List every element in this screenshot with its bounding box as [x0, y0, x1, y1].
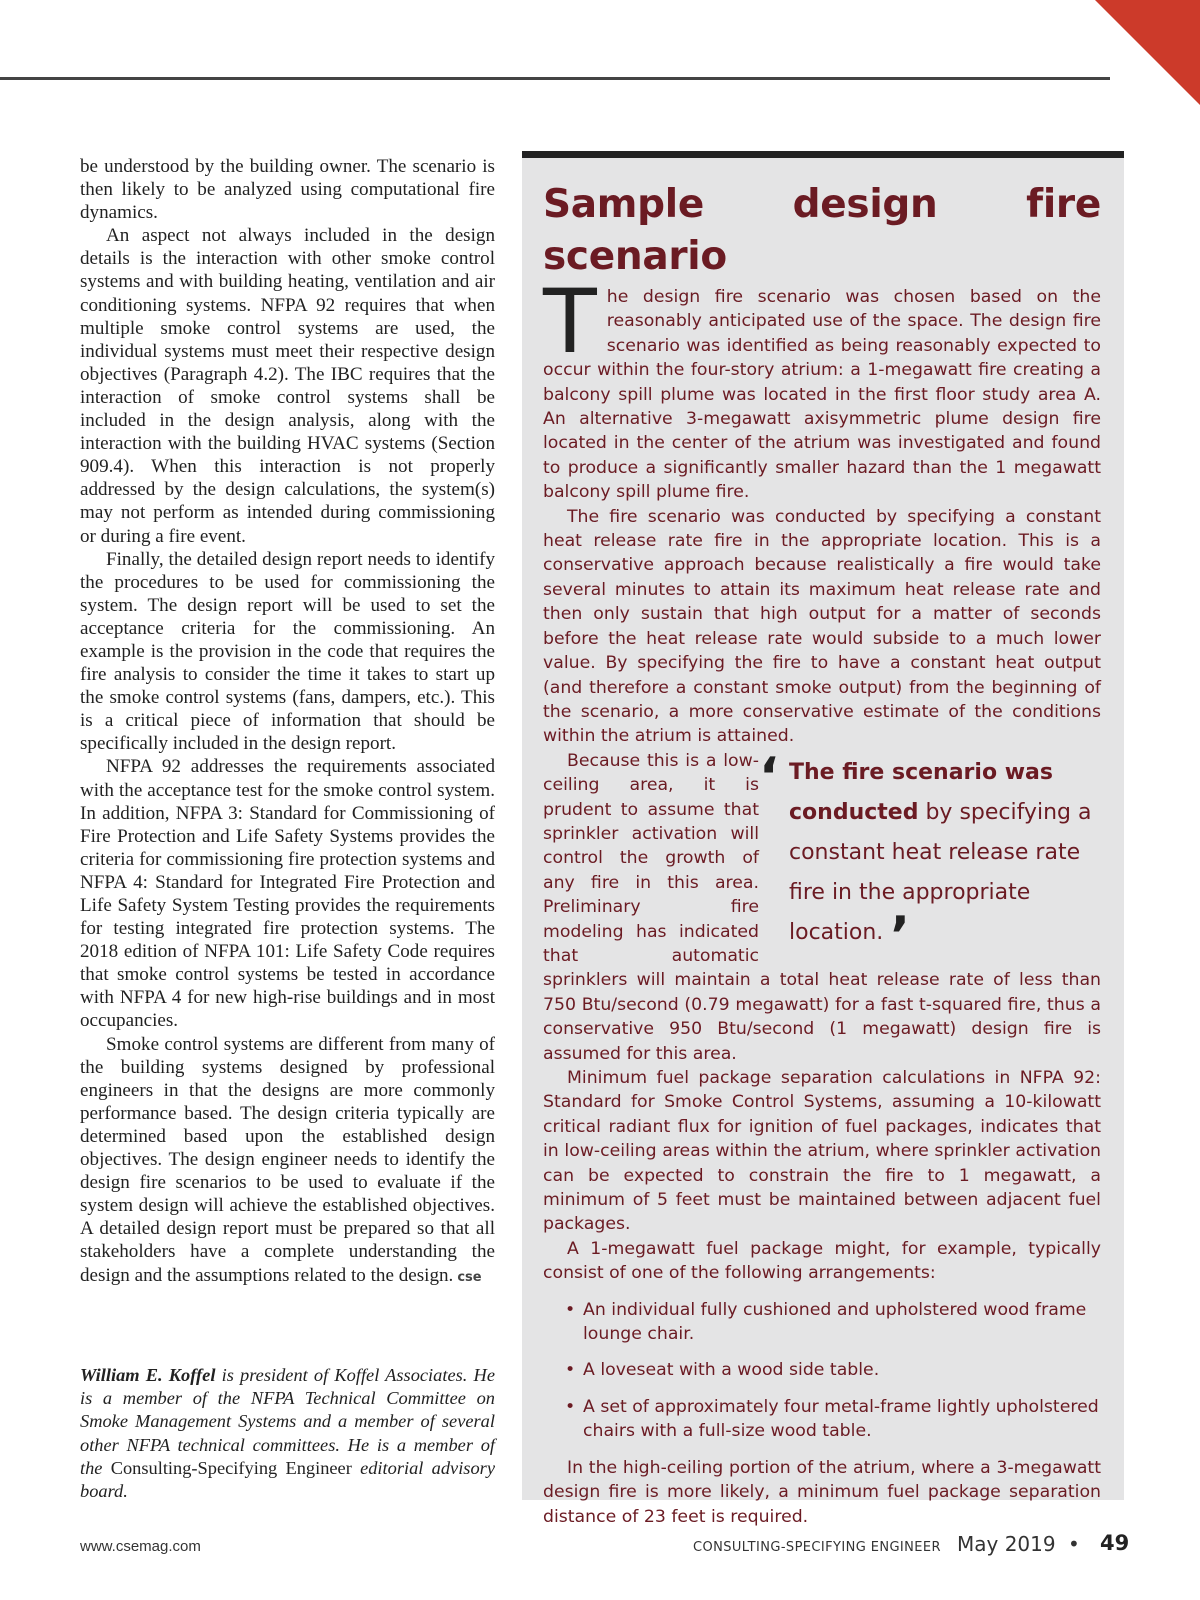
bio-text: is president of Koffel Associates. He is a member of the NFPA Technical Committee on Smoke Management Systems and a member of several other NFPA technical committees. He is a member of the [80, 1365, 495, 1478]
sidebar-paragraph-2: The fire scenario was conducted by specifying a constant heat release rate fire in the appropriate location. This is a conservative approach because realistically a fire would take several minutes to attain its maximum heat release rate and then only sustain that high output for a matter of seconds before the heat release rate would subside to a much lower value. By specifying the fire to have a constant heat output (and therefore a constant smoke output) from the beginning of the scenario, a more conservative estimate of the conditions within the atrium is attained. [543, 506, 1101, 747]
drop-cap: T [543, 270, 597, 373]
paragraph-last [80, 1033, 495, 1289]
paragraph: NFPA 92 addresses the requirements associated with the acceptance test for the smoke control system. In addition, NFPA 3: Standard for Commissioning of Fire Protection and Life Safety Systems provides the criteria for commissioning fire protection systems and NFPA 4: Standard for Integrated Fire Protection and Life Safety System Testing provides the requirements for testing integrated fire protection systems. The 2018 edition of NFPA 101: Life Safety Code requires that smoke control systems be tested in accordance with NFPA 4 for new high-rise buildings and in most occupancies. [80, 756, 495, 1032]
list-item: • An individual fully cushioned and upholstered wood frame lounge chair. [565, 1298, 1101, 1347]
pull-quote-bold: The fire scenario was conducted [789, 759, 1053, 825]
footer-separator: • [1068, 1532, 1080, 1556]
footer-url: www.csemag.com [80, 1538, 201, 1555]
sidebar-paragraph-5: A 1-megawatt fuel package might, for example, typically consist of one of the following arrangements: [543, 1238, 1101, 1284]
bio-text-end: editorial advisory board. [80, 1457, 495, 1502]
sidebar-title: Sample design fire scenario [543, 182, 1101, 279]
author-name: William E. Koffel [80, 1365, 216, 1385]
corner-tab [1095, 0, 1200, 105]
sidebar-content [543, 179, 1101, 1529]
sidebar-top-rule [522, 151, 1124, 158]
arrangement-list [565, 1298, 1101, 1444]
sidebar-paragraph-4: Minimum fuel package separation calculations in NFPA 92: Standard for Smoke Control Systems, assuming a 10-kilowatt critical radiant flux for ignition of fuel packages, indicates that in low-ceiling areas within the atrium, where sprinkler activation can be expected to constrain the fire to 1 megawatt, a minimum of 5 feet must be maintained between adjacent fuel packages. [543, 1068, 1101, 1235]
footer-publication: CONSULTING-SPECIFYING ENGINEER [693, 1540, 941, 1555]
list-item: • A set of approximately four metal-frame lightly upholstered chairs with a full-size wood table. [565, 1395, 1101, 1444]
top-rule [0, 77, 1110, 80]
pull-quote [759, 746, 1101, 966]
sidebar-paragraph-6: In the high-ceiling portion of the atrium, where a 3-megawatt design fire is more likely, a minimum fuel package separation distance of 23 feet is required. [543, 1457, 1101, 1527]
sidebar-lead-paragraph [543, 270, 1101, 505]
lead-text: he design fire scenario was chosen based on the reasonably anticipated use of the space. The design fire scenario was identified as being reasonably expected to occur within the four-story atrium: a 1-megawatt fire creating a balcony spill plume was located in the first floor study area A. An alternative 3-megawatt axisymmetric plume design fire located in the center of the atrium was investigated and found to produce a significantly smaller hazard than the 1 megawatt balcony spill plume fire. [543, 287, 1101, 503]
paragraph: An aspect not always included in the design details is the interaction with other smoke control systems and with building heating, ventilation and air conditioning systems. NFPA 92 requires that when multiple smoke control systems are used, the individual systems must meet their respective design objectives (Paragraph 4.2). The IBC requires that the interaction of smoke control systems shall be included in the design analysis, along with the interaction with the building HVAC systems (Section 909.4). When this interaction is not properly addressed by the design calculations, the system(s) may not perform as intended during commissioning or during a fire event. [80, 225, 495, 547]
left-column [80, 155, 495, 1289]
paragraph: Finally, the detailed design report needs to identify the procedures to be used for commissioning the system. The design report will be used to set the acceptance criteria for the commissioning. An example is the provision in the code that requires the fire analysis to consider the time it takes to start up the smoke control systems (fans, dampers, etc.). This is a critical piece of information that should be specifically included in the design report. [80, 548, 495, 755]
author-bio [80, 1364, 495, 1503]
paragraph: be understood by the building owner. The scenario is then likely to be analyzed using computational fire dynamics. [80, 156, 495, 224]
sidebar-box [522, 151, 1124, 1527]
publication-name: Consulting-Specifying Engineer [110, 1457, 352, 1478]
close-quote-mark: ’ [890, 905, 911, 966]
paragraph-text: Smoke control systems are different from many of the building systems designed by professional engineers in that the designs are more commonly performance based. The design criteria typically are determined based upon the established design objectives. The design engineer needs to identify the design fire scenarios to be used to evaluate if the system design will achieve the established objectives. A detailed design report must be prepared so that all stakeholders have a complete understanding the design and the assumptions related to the design. [80, 1033, 495, 1286]
list-item: • A loveseat with a wood side table. [565, 1358, 1101, 1382]
sidebar-paragraph-3: Because this is a low-ceiling area, it is prudent to assume that sprinkler activation will control the growth of any fire in this area. Preliminary fire modeling has indicated that automatic sprinklers will maintain a total heat release rate of less than 750 Btu/second (0.79 megawatt) for a fast t-squared fire, thus a conservative 950 Btu/second (1 megawatt) design fire is assumed for this area. [543, 750, 1101, 1064]
footer-date: May 2019 [957, 1532, 1056, 1556]
cse-end-mark: cse [457, 1269, 482, 1285]
page-number: 49 [1100, 1531, 1130, 1555]
open-quote-mark: ‘ [759, 746, 779, 807]
pull-quote-text: by specifying a constant heat release rate fire in the appropriate location. [789, 799, 1092, 945]
